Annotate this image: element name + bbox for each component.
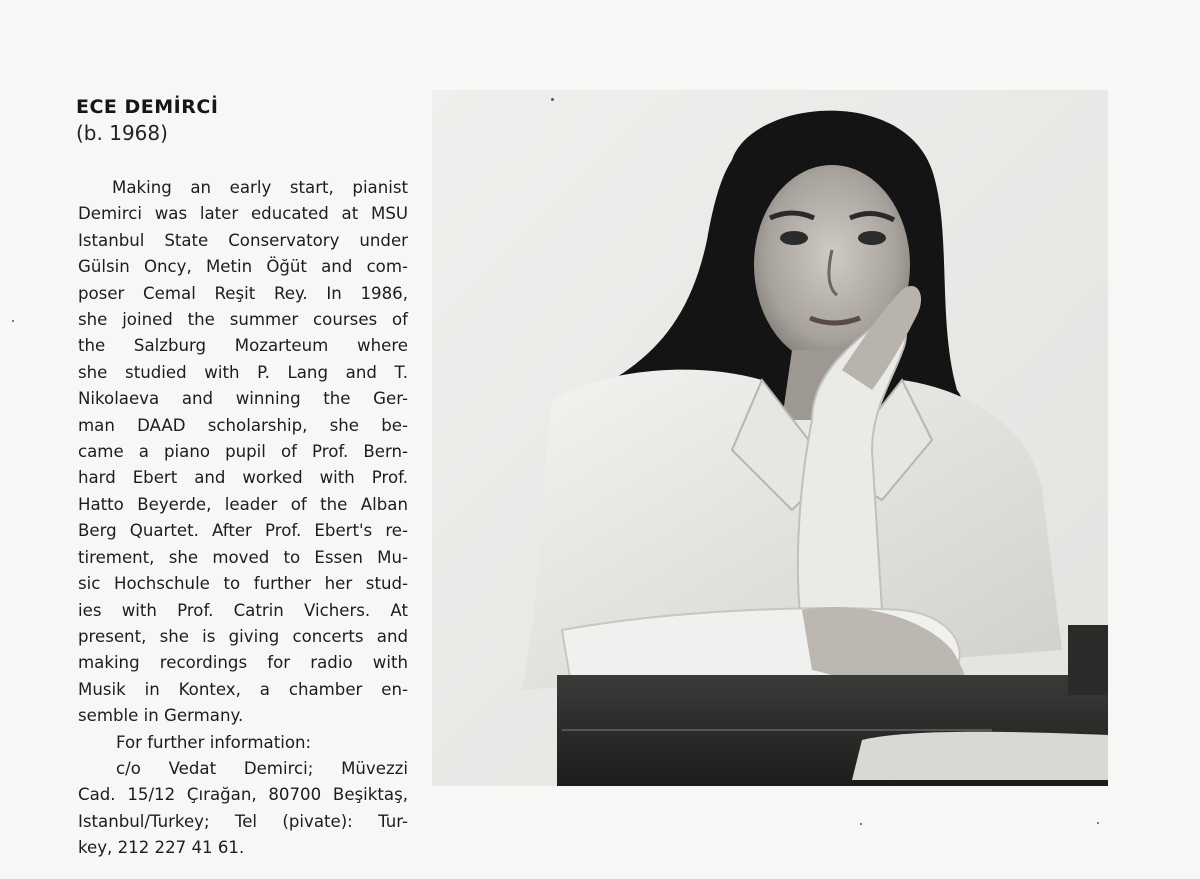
- bio-line: Musik in Kontex, a chamber en-: [78, 679, 408, 699]
- bio-line: tirement, she moved to Essen Mu-: [78, 547, 408, 567]
- bio-line: Nikolaeva and winning the Ger-: [78, 389, 408, 409]
- bio-line: she joined the summer courses of: [78, 310, 408, 330]
- bio-line: hard Ebert and worked with Prof.: [78, 468, 408, 488]
- bio-line: Hatto Beyerde, leader of the Alban: [78, 494, 408, 514]
- contact-line: Cad. 15/12 Çırağan, 80700 Beşiktaş,: [78, 785, 408, 805]
- contact-line: c/o Vedat Demirci; Müvezzi: [116, 758, 408, 778]
- scan-speck: [551, 98, 554, 101]
- bio-line: Berg Quartet. After Prof. Ebert's re-: [78, 521, 408, 541]
- bio-line: Istanbul State Conservatory under: [78, 230, 408, 250]
- contact-line: key, 212 227 41 61.: [78, 838, 245, 858]
- contact-line: Istanbul/Turkey; Tel (pivate): Tur-: [78, 811, 408, 831]
- bio-line: Making an early start, pianist: [112, 178, 408, 197]
- bio-line: Demirci was later educated at MSU: [78, 204, 408, 224]
- papers: [852, 732, 1108, 780]
- bio-line: present, she is giving concerts and: [78, 626, 408, 646]
- artist-name: ECE DEMİRCİ: [76, 96, 219, 118]
- scan-speck: [12, 320, 14, 322]
- scan-speck: [860, 823, 862, 825]
- biography-text: [78, 175, 408, 862]
- scan-speck: [1097, 822, 1099, 824]
- bio-line: man DAAD scholarship, she be-: [78, 415, 408, 435]
- bio-line: poser Cemal Reşit Rey. In 1986,: [78, 283, 408, 303]
- contact-heading: For further information:: [116, 732, 312, 752]
- bio-line: ies with Prof. Catrin Vichers. At: [78, 600, 408, 620]
- bio-line: making recordings for radio with: [78, 653, 408, 673]
- bio-line: semble in Germany.: [78, 706, 244, 726]
- portrait-photo: [432, 90, 1108, 786]
- birth-year: (b. 1968): [76, 121, 168, 145]
- bio-line: Gülsin Oncy, Metin Öğüt and com-: [78, 257, 408, 277]
- bio-line: came a piano pupil of Prof. Bern-: [78, 442, 408, 462]
- bio-line: the Salzburg Mozarteum where: [78, 336, 408, 356]
- bio-line: sic Hochschule to further her stud-: [78, 574, 408, 594]
- bio-line: she studied with P. Lang and T.: [78, 362, 408, 382]
